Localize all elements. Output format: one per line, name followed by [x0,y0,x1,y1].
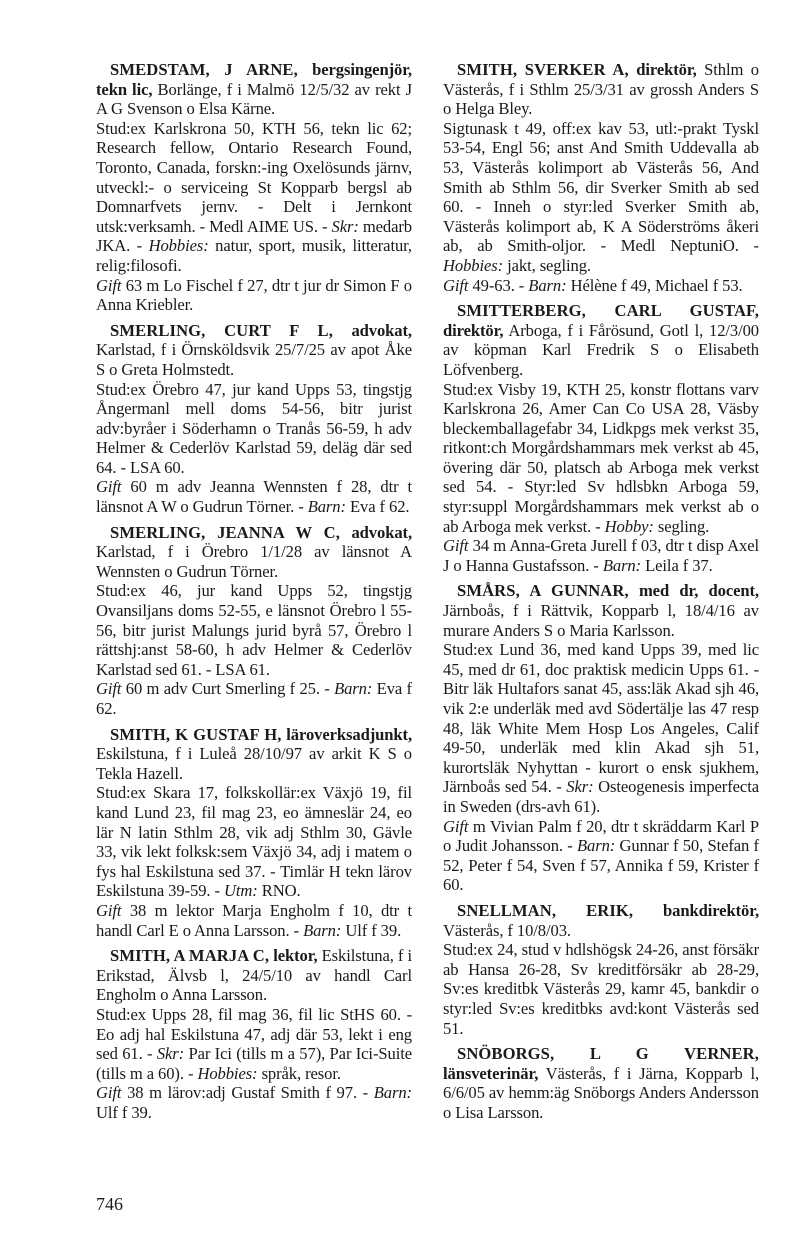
entry-smith-gustaf [96,725,412,941]
page-number: 746 [96,1194,123,1214]
entry-studies: Stud:ex Upps 28, fil mag 36, fil lic StHS 60. - Eo adj hal Eskilstuna 47, adj där 53, lekt i eng sed 61. - [96,1004,412,1064]
entry-studies: Stud:ex 24, stud v hdlshögsk 24-26, anst försäkr ab Hansa 26-28, Sv kreditförsäkr ab 28-29, Sv:es kreditbk Västerås 29, kamr 45, bankdir o styr:led Sv:es kreditbks avd:kont Västerås sed 51. [443,940,759,1038]
entry-gift: 63 m Lo Fischel f 27, dtr t jur dr Simon F o Anna Kriebler. [96,275,412,315]
entry-name: SMITTERBERG, CARL GUSTAF, [457,301,759,321]
gift-label: Gift [96,477,122,497]
entry-gift: 49-63. - [472,275,525,295]
entry-hobbies: språk, resor. [261,1063,341,1083]
entry-gift: 38 m lärov:adj Gustaf Smith f 97. - [127,1083,369,1103]
entry-gift: 34 m Anna-Greta Jurell f 03, dtr t disp Axel J o Hanna Gustafsson. - [443,536,759,575]
entry-studies: Stud:ex 46, jur kand Upps 52, tingstjg Ovansiljans doms 52-55, e länsnot Örebro l 55-56, bitr jurist Malungs jurid byrå 57, Örebro l rättshj:anst 58-60, h adv Helmer & Cederlöv Karlstad sed 61. - LSA 61. [96,581,412,679]
utm-label: Utm: [224,881,258,901]
entry-barn: Ulf f 39. [96,1102,152,1122]
entry-intro: Västerås, f 10/8/03. [443,920,571,940]
gift-label: Gift [96,275,122,295]
gift-label: Gift [443,816,469,836]
entry-studies: Stud:ex Örebro 47, jur kand Upps 53, tingstjg Ångermanl mell doms 54-56, bitr jurist adv:byråer i Söderhamn o Tranås 56-59, h adv Helmer & Cederlöv Karlstad 59, deläg där sed 64. - LSA 60. [96,379,412,477]
hobbies-label: Hobbies: [197,1063,258,1083]
entry-title: läroverksadjunkt, [286,724,412,744]
entry-studies: Stud:ex Visby 19, KTH 25, konstr flottans varv Karlskrona 26, Amer Can Co USA 28, Väsby bleckemballagefabr 34, Lidkpgs mek verkst 35, ritkont:ch Morgårdshammars mek verkst ab 45, övering där 50, platsch ab Arboga mek verkst sed 54. - Styr:led Sv hdlsbkn Arboga 59, styr:suppl Morgårdshammars mek verkst ab o ab Arboga mek verkst. - [443,379,759,536]
entry-title: bankdirektör, [663,900,759,920]
gift-label: Gift [443,275,469,295]
entry-barn: Gunnar f 50, Stefan f 52, Peter f 54, Sven f 57, Annika f 59, Krister f 60. [443,836,759,895]
entry-name: SNÖBORGS, L G VERNER, [457,1044,759,1064]
entry-smith-sverker [443,60,759,295]
entry-intro: Eskilstuna, f i Luleå 28/10/97 av arkit K S o Tekla Hazell. [96,744,412,783]
entry-studies: Sigtunask t 49, off:ex kav 53, utl:-prakt Tyskl 53-54, Engl 56; anst And Smith Uddevalla ab 53, Västerås kolimport ab Västerås 56, And Smith ab Sthlm 56, dir Sverker Smith ab sed 60. - Inneh o styr:led Sverker Smith ab, Västerås kolimport ab, K A Söderströms åkeri ab, ab Smith-oljor. - Medl NeptuniO. - [443,118,759,256]
entry-utm: RNO. [261,881,301,901]
entry-intro: Sthlm o Västerås, f i Sthlm 25/3/31 av grossh Anders S o Helga Bley. [443,60,759,119]
entry-name: SMÅRS, A GUNNAR, [457,581,629,601]
entry-intro: Borlänge, f i Malmö 12/5/32 av rekt J A G Svenson o Elsa Kärne. [96,79,412,119]
entry-smith-marja [96,946,412,1122]
barn-label: Barn: [602,555,642,575]
entry-gift: 38 m lektor Marja Engholm f 10, dtr t handl Carl E o Anna Larsson. - [96,900,412,940]
entry-intro: Karlstad, f i Örnsköldsvik 25/7/25 av apot Åke S o Greta Holmstedt. [96,340,412,379]
entry-barn: Ulf f 39. [345,920,402,940]
entry-hobbies: segling. [657,516,710,536]
hobbies-label: Hobbies: [443,255,504,275]
gift-label: Gift [443,536,469,556]
entry-studies: Stud:ex Karlskrona 50, KTH 56, tekn lic 62; Research fellow, Ontario Research Found, Toronto, Canada, forskn:-ing Oxelösunds järnv, utveckl:- o serviceing St Kopparb bergsl ab Domnarfvets jernv. - Delt i Jernkont utsk:verksamh. - Medl AIME US. - [96,118,412,236]
left-column [96,60,412,1128]
entry-intro: Västerås, f i Järna, Kopparb l, 6/6/05 av hemm:äg Snöborgs Anders Andersson o Lisa Larsson. [443,1063,760,1122]
skr-label: Skr: [566,777,594,797]
gift-label: Gift [96,1083,122,1103]
entry-gift: 60 m adv Jeanna Wennsten f 28, dtr t länsnot A W o Gudrun Törner. - [96,477,412,517]
barn-label: Barn: [307,497,346,517]
entry-studies: Stud:ex Skara 17, folkskollär:ex Växjö 19, fil kand Lund 23, fil mag 23, eo ämneslär 24, eo lär N latin Sthlm 28, vik adj Sthlm 30, Gävle 33, vik lekt folksk:sem Växjö 34, adj i matem o fys hal Eskilstuna sed 37. - Timlär H tekn lärov Eskilstuna 39-59. - [96,783,412,901]
entry-intro: Eskilstuna, f i Erikstad, Älvsb l, 24/5/10 av handl Carl Engholm o Anna Larsson. [96,946,412,1005]
entry-barn: Eva f 62. [96,679,412,718]
entry-title: med dr, docent, [638,581,759,601]
entry-skr: Par Ici (tills m a 57), Par Ici-Suite (tills m a 60). - [96,1044,412,1083]
entry-snellman [443,901,759,1038]
entry-name: SMITH, K GUSTAF H, [110,724,282,744]
entry-skr: Osteogenesis imperfecta in Sweden (drs-avh 61). [443,777,759,816]
gift-label: Gift [96,679,122,699]
entry-smedstam [96,60,412,315]
barn-label: Barn: [303,920,342,940]
entry-intro: Arboga, f i Fårösund, Gotl l, 12/3/00 av köpman Karl Fredrik S o Elisabeth Löfvenberg. [443,320,759,379]
entry-name: SMERLING, CURT F L, [110,320,333,340]
barn-label: Barn: [373,1083,412,1103]
entry-title: direktör, [443,320,504,340]
entry-name: SNELLMAN, ERIK, [457,900,634,920]
entry-title: lektor, [273,946,318,966]
entry-gift: 60 m adv Curt Smerling f 25. - [125,679,330,699]
entry-studies: Stud:ex Lund 36, med kand Upps 39, med lic 45, med dr 61, doc praktisk medicin Upps 61. - Bitr läk Hultafors sanat 45, ass:läk Akad sjh 46, vik 2:e underläk med avd Södertälje las 47 resp 48, läk White Mem Hosp Los Angeles, Calif 49-50, underläk med klin Akad sjh 51, kurortsläk Nyhyttan - kurort o ensk sjukhem, Järnboås sed 54. - [443,640,759,797]
entry-intro: Karlstad, f i Örebro 1/1/28 av länsnot A Wennsten o Gudrun Törner. [96,542,412,581]
skr-label: Skr: [331,216,359,236]
entry-name: SMITH, A MARJA C, [110,946,270,966]
hobbies-label: Hobbies: [148,236,209,256]
entry-barn: Hélène f 49, Michael f 53. [570,275,743,295]
entry-snoborgs [443,1044,759,1122]
entry-title: länsveterinär, [443,1063,539,1083]
entry-hobbies: jakt, segling. [507,255,591,275]
entry-barn: Leila f 37. [645,555,713,575]
entry-intro: Järnboås, f i Rättvik, Kopparb l, 18/4/16 av murare Anders S o Maria Karlsson. [443,601,759,640]
entry-smars [443,581,759,895]
entry-title: advokat, [351,320,412,340]
hobbies-label: Hobby: [604,516,654,536]
barn-label: Barn: [576,836,616,856]
entry-name: SMEDSTAM, J ARNE, [110,60,298,79]
entry-smerling-curt [96,321,412,517]
barn-label: Barn: [334,679,373,699]
entry-name: SMITH, SVERKER A, [457,60,629,79]
entry-name: SMERLING, JEANNA W C, [110,522,340,542]
entry-title: direktör, [636,60,697,79]
right-column [443,60,759,1128]
entry-gift: m Vivian Palm f 20, dtr t skräddarm Karl P o Judit Johansson. - [443,816,759,856]
entry-skr: medarb JKA. - [96,216,412,256]
entry-barn: Eva f 62. [349,497,410,517]
skr-label: Skr: [156,1044,185,1064]
entry-smerling-jeanna [96,523,412,719]
gift-label: Gift [96,900,122,920]
entry-smitterberg [443,301,759,575]
entry-title: advokat, [351,522,412,542]
entry-title: bergsingenjör, tekn lic, [96,60,412,99]
entry-hobbies: natur, sport, musik, litteratur, relig:filosofi. [96,236,412,275]
barn-label: Barn: [528,275,567,295]
